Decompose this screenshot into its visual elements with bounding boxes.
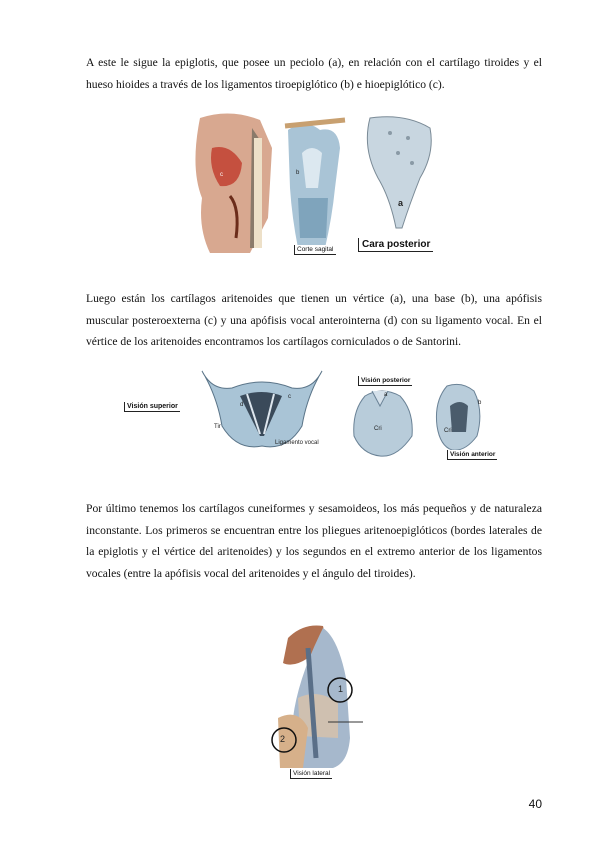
lateral-view-illustration <box>268 618 368 783</box>
label-tir: Tir <box>214 424 221 430</box>
paragraph-epiglotis: A este le sigue la epiglotis, que posee un peciolo (a), en relación con el cartílago tiroides y el hueso hioides a través de los ligamentos tiroepiglótico (b) e hioepiglótico (c). <box>86 56 542 91</box>
letter-d: d <box>240 402 244 408</box>
label-vision-superior: Visión superior <box>124 402 180 412</box>
circle-label-2: 2 <box>280 734 286 744</box>
letter-c-superior: c <box>288 394 291 400</box>
sagittal-section-illustration <box>190 108 445 258</box>
paragraph-aritenoides: Luego están los cartílagos aritenoides que tienen un vértice (a), una base (b), una apófisis muscular posteroexterna (c) y una apófisis vocal anterointerna (d) con su ligamento vocal. En el vértice de los aritenoides encontramos los cartílagos corniculados o de Santorini. <box>86 292 542 349</box>
figure-epiglotis <box>190 108 445 258</box>
figure-cuneiformes <box>268 618 368 783</box>
letter-b: b <box>296 170 300 176</box>
label-cri-anterior: Cri <box>444 428 452 434</box>
label-corte-sagital: Corte sagital <box>294 245 336 255</box>
label-ligamento-vocal: Ligamento vocal <box>275 440 319 446</box>
label-cri-posterior: Cri <box>374 426 382 432</box>
circle-label-1: 1 <box>338 684 344 694</box>
letter-c: c <box>220 172 223 178</box>
paragraph-cuneiformes: Por último tenemos los cartílagos cuneiformes y sesamoideos, los más pequeños y de naturaleza inconstante. Los primeros se encuentran entre los pliegues aritenoepiglóticos (bordes laterales de la epiglotis y el vértice del aritenoides) y los segundos en el extremo anterior de los ligamentos vocales (entre la apófisis vocal del aritenoides y el ángulo del tiroides). <box>86 502 542 580</box>
letter-b-anterior: b <box>478 400 482 406</box>
label-cara-posterior: Cara posterior <box>358 238 433 252</box>
letter-a: a <box>398 198 404 208</box>
label-vision-posterior: Visión posterior <box>358 376 412 386</box>
page-number: 40 <box>528 797 542 811</box>
figure-aritenoides <box>122 366 507 466</box>
letter-a-posterior: a <box>384 392 388 398</box>
label-vision-lateral: Visión lateral <box>290 769 332 779</box>
label-vision-anterior: Visión anterior <box>447 450 497 460</box>
